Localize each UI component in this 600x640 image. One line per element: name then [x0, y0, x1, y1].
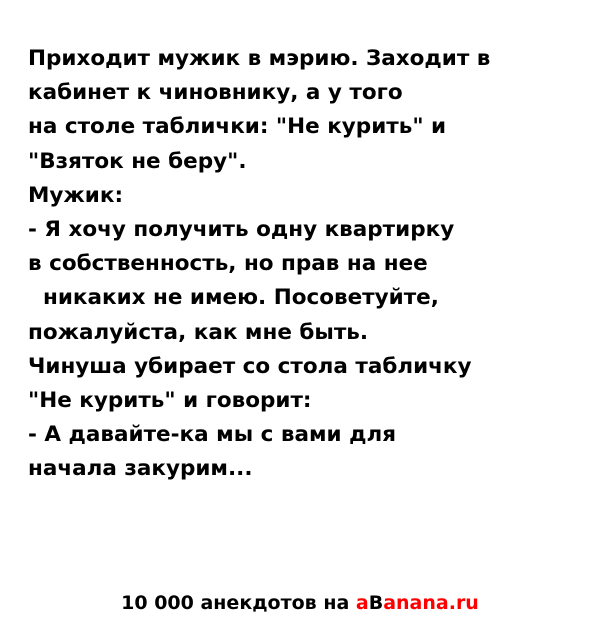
joke-line: - Я хочу получить одну квартирку	[28, 217, 455, 243]
joke-line: "Не курить" и говорит:	[28, 388, 312, 414]
joke-line: - А давайте-ка мы с вами для	[28, 422, 397, 448]
joke-line: на столе таблички: "Не курить" и	[28, 114, 447, 140]
joke-line: Мужик:	[28, 182, 124, 208]
joke-line: "Взяток не беру".	[28, 148, 247, 174]
joke-line: Приходит мужик в мэрию. Заходит в	[28, 46, 491, 71]
footer-credit	[0, 592, 600, 614]
joke-line: начала закурим...	[28, 456, 253, 482]
footer-label: 10 000 анекдотов на	[121, 592, 356, 614]
joke-line: пожалуйста, как мне быть.	[28, 319, 369, 345]
joke-line: Чинуша убирает со стола табличку	[28, 353, 472, 379]
joke-line: кабинет к чиновнику, а у того	[28, 80, 403, 106]
brand-capital-letter: B	[368, 592, 384, 614]
joke-line: в собственность, но прав на нее	[28, 251, 428, 277]
joke-text-block	[28, 42, 573, 487]
site-brand[interactable]	[356, 592, 479, 614]
brand-suffix: anana.ru	[383, 592, 479, 614]
brand-prefix: a	[355, 592, 369, 614]
joke-line: никаких не имею. Посоветуйте,	[28, 285, 439, 311]
